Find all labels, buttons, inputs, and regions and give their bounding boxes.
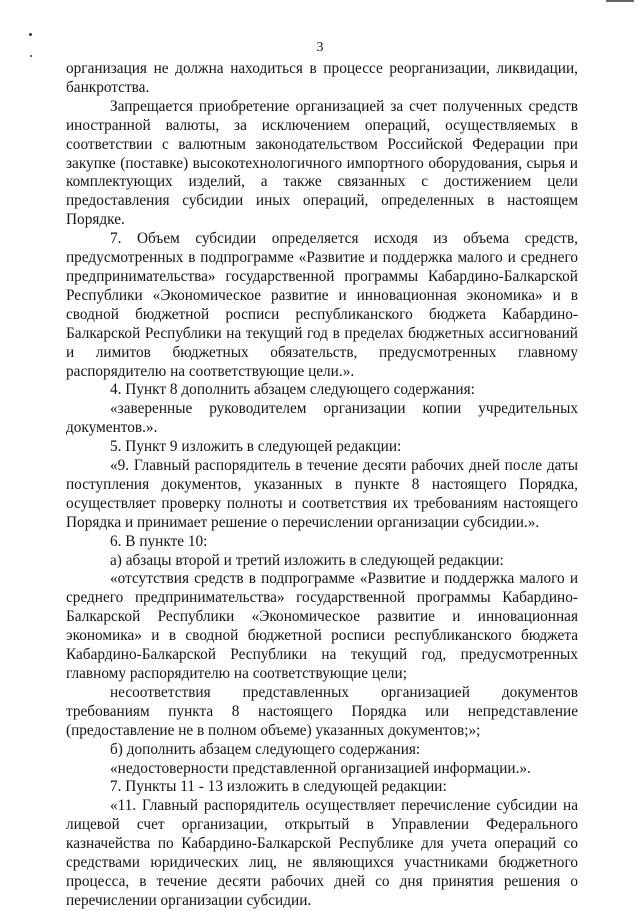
paragraph-lack-of-funds: «отсутствия средств в подпрограмме «Развитие и поддержка малого и среднего предпринимательства» государственной программы Кабардино-Балкарской Республики «Экономическое развитие и инновационная экономика» и в сводной бюджетной росписи республиканского бюджета Кабардино-Балкарской Республики на текущий год, предусмотренных главному распорядителю на соответствующие цели; — [66, 570, 578, 682]
paragraph-amendment-5: 5. Пункт 9 изложить в следующей редакции: — [110, 438, 402, 456]
paragraph-subitem-b: б) дополнить абзацем следующего содержания: — [110, 740, 421, 758]
document-body — [66, 60, 578, 911]
paragraph-amendment-6: 6. В пункте 10: — [110, 532, 208, 550]
paragraph-currency-restriction: Запрещается приобретение организацией за счет полученных средств иностранной валюты, за исключением операций, осуществляемых в соответствии с валютным законодательством Российской Федерации при закупке (поставке) высокотехнологичного импортного оборудования, сырья и комплектующих изделий, а также связанных с достижением цели предоставления субсидии иных операций, определенных в настоящем Порядке. — [66, 97, 578, 229]
paragraph-document-mismatch: несоответствия представленных организацией документов требованиям пункта 8 настоящего Порядка или непредставление (предоставление не в полном объеме) указанных документов;»; — [66, 683, 578, 739]
paragraph-item-9: «9. Главный распорядитель в течение десяти рабочих дней после даты поступления документов, указанных в пункте 8 настоящего Порядка, осуществляет проверку полноты и соответствия их требованиям настоящего Порядка и принимает решение о перечислении организации субсидии.». — [66, 457, 578, 531]
paragraph-unreliable-info: «недостоверности представленной организацией информации.». — [110, 759, 531, 777]
scan-speck — [29, 33, 32, 36]
paragraph-continuation: организация не должна находиться в процессе реорганизации, ликвидации, банкротства. — [66, 60, 578, 96]
paragraph-item-7-subsidy-volume: 7. Объем субсидии определяется исходя из объема средств, предусмотренных в подпрограмме «Развитие и поддержка малого и среднего предпринимательства» государственной программы Кабардино-Балкарской Республики «Экономическое развитие и инновационная экономика» и в сводной бюджетной росписи республиканского бюджета Кабардино-Балкарской Республики на текущий год в пределах бюджетных ассигнований и лимитов бюджетных обязательств, предусмотренных главному распорядителю на соответствующие цели.». — [66, 230, 578, 380]
paragraph-certified-copies: «заверенные руководителем организации копии учредительных документов.». — [66, 400, 578, 437]
paragraph-amendment-7: 7. Пункты 11 - 13 изложить в следующей редакции: — [110, 778, 447, 796]
paragraph-amendment-4: 4. Пункт 8 дополнить абзацем следующего содержания: — [110, 381, 475, 399]
paragraph-subitem-a: а) абзацы второй и третий изложить в следующей редакции: — [110, 551, 504, 569]
scan-edge-mark — [606, 0, 634, 2]
page-number: 3 — [316, 40, 324, 55]
paragraph-item-11: «11. Главный распорядитель осуществляет перечисление субсидии на лицевой счет организации, открытый в Управлении Федерального казначейства по Кабардино-Балкарской Республике для учета операций со средствами юридических лиц, не являющихся участниками бюджетного процесса, в течение десяти рабочих дней со дня принятия решения о перечислении организации субсидии. — [66, 797, 578, 909]
